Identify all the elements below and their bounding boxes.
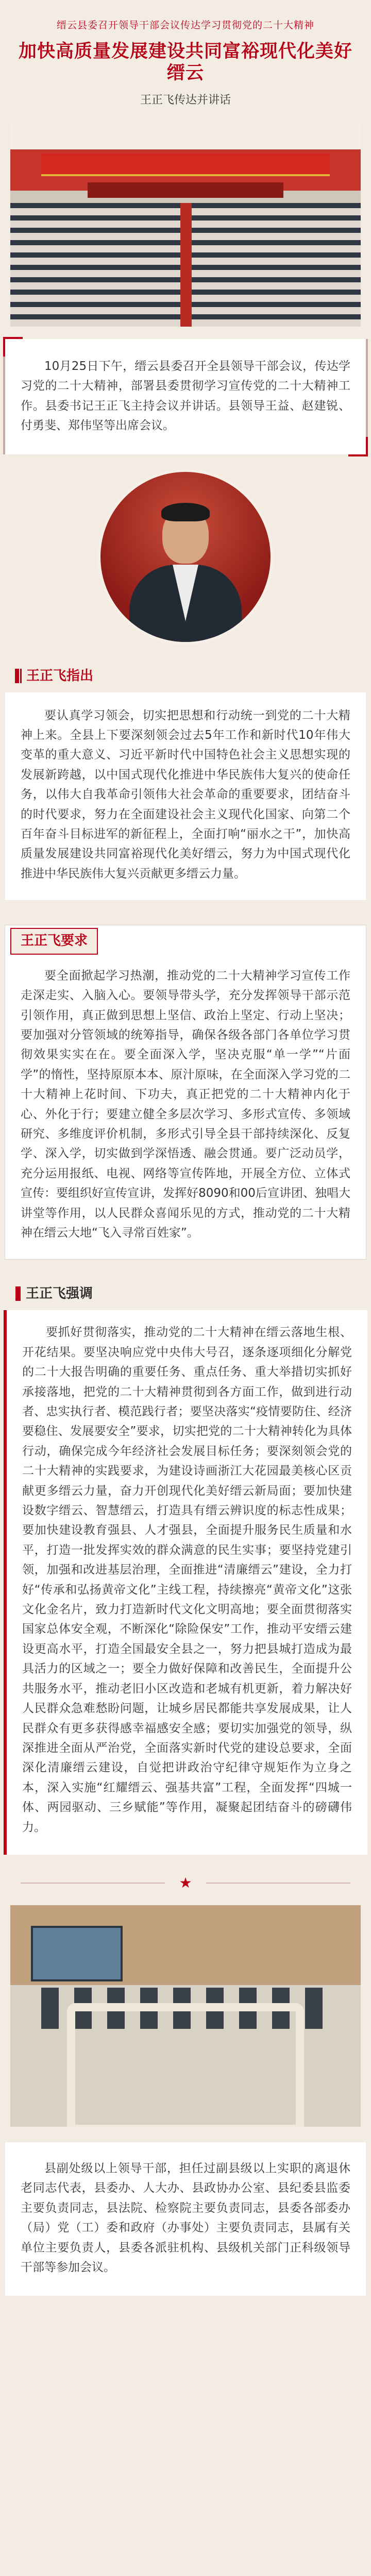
section-heading: 王正飞指出 [15, 667, 356, 685]
section-heading: 王正飞要求 [10, 928, 98, 954]
portrait-hair [161, 503, 210, 521]
rostrum-table [88, 182, 283, 198]
article-subtitle: 王正飞传达并讲话 [140, 94, 231, 107]
article-title: 加快高质量发展建设共同富裕现代化美好缙云 [18, 41, 352, 83]
section-paragraph: 要全面掀起学习热潮，推动党的二十大精神学习宣传工作走深走实、入脑入心。要领导带头学，充分发挥领导干部示范引领作用，真正做到思想上坚信、政治上坚定、行动上坚决；要加强对分管领域的统筹指导，确保各级各部门各单位学习贯彻效果实实在在。要全面深入学，坚决克服“单一学”“片面学”的惰性，坚持原原本本、原汁原味，在全面深入学习党的二十大精神上花时间、下功夫，真正把党的二十大精神内化于心、外化于行；要建立健全多层次学习、多形式宣传、多领域研究、多维度评价机制，多形式引导全县干部持续深化、反复学、深入学，切实做到学深悟透、融会贯通。要广泛动员学，充分运用报纸、电视、网络等宣传阵地，开展全方位、立体式宣传：要组织好宣传宣讲，发挥好8090和00后宣讲团、独唱大讲堂等作用，以人民群众喜闻乐见的方式，推动党的二十大精神在缙云大地“飞入寻常百姓家”。 [21, 969, 350, 1240]
section-heading: 王正飞强调 [15, 1284, 356, 1303]
wall-screen [31, 1926, 123, 1981]
intro-paragraph: 10月25日下午，缙云县委召开全县领导干部会议，传达学习党的二十大精神，部署县委贯彻学习宣传党的二十大精神工作。县委书记王正飞主持会议并讲话。县领导王益、赵建锐、付勇斐、郑伟坚等出席会议。 [21, 360, 350, 433]
audience-rows [10, 203, 361, 327]
section-pointed-out [0, 667, 371, 901]
closing-paragraph: 县副处级以上领导干部，担任过副县级以上实职的离退休老同志代表，县委办、人大办、县政协办公室、县纪委县监委主要负责同志，县法院、检察院主要负责同志，县委各部委办（局）党（工）委和政府（办事处）主要负责同志，县属有关单位主要负责人，县委各派驻机构、县级机关部门正科级领导干部等参加会议。 [21, 2161, 350, 2274]
article-eyebrow: 缙云县委召开领导干部会议传达学习贯彻党的二十大精神 [56, 20, 314, 31]
framed-section-box [5, 925, 366, 1260]
section-emphasis [0, 1284, 371, 1855]
meeting-hall-photo [10, 121, 361, 327]
section-paragraph: 要抓好贯彻落实，推动党的二十大精神在缙云落地生根、开花结果。要坚决响应党中央伟大号召，逐条逐项细化分解党的二十大报告明确的重要任务、重点任务、重大举措切实抓好承接落地，把党的二十大精神贯彻到各方面工作，做到进行动者、忠实执行者、模范践行者；要坚决落实“疫情要防住、经济要稳住、发展要安全”要求，切实把党的二十大精神转化为具体行动，确保完成今年经济社会发展目标任务；要深刻领会党的二十大精神的实践要求，为建设诗画浙江大花园最美核心区贡献更多缙云力量，奋力开创现代化美好缙云新局面；要加快建设数字缙云、智慧缙云，打造具有缙云辨识度的标志性成果；要加快建设教育强县、人才强县，全面提升服务民生质量和水平，打造一批发挥实效的群众满意的民生实事；要坚持党建引领，加强和改进基层治理，全面推进“清廉缙云”建设，全力打好“传承和弘扬黄帝文化”主线工程，持续擦亮“黄帝文化”这张文化金名片，致力打造新时代文化文明高地；要全面贯彻落实国家总体安全观，不断深化“除险保安”工作，推动平安缙云建设更高水平，打造全国最安全县之一，努力把县城打造成为最具活力的区域之一；要全力做好保障和改善民生，全面提升公共服务水平，推动老旧小区改造和老城有机更新，着力解决好人民群众急难愁盼问题，让城乡居民都能共享发展成果，让人民群众有更多获得感幸福感安全感；要切实加强党的领导，纵深推进全面从严治党，全面落实新时代党的建设总要求，全面深化清廉缙云建设，自觉把讲政治守纪律守规矩作为立身之本，深入实施“红耀缙云、强基共富”工程，全面发挥“四城一体、两园驱动、三乡赋能”等作用，凝聚起团结奋斗的磅礴伟力。 [22, 1326, 352, 1834]
intro-box [3, 339, 368, 454]
star-divider [21, 1875, 350, 1891]
divider-line-left [21, 1883, 165, 1884]
stage-banner [41, 154, 330, 176]
closing-box [5, 2142, 366, 2296]
section-paragraph: 要认真学习领会，切实把思想和行动统一到党的二十大精神上来。全县上下要深刻领会过去5年工作和新时代10年伟大变革的重大意义、习近平新时代中国特色社会主义思想实现的发展新跨越，以中国式现代化推进中华民族伟大复兴的使命任务，以伟大自我革命引领伟大社会革命的重要要求，团结奋斗的时代要求，努力在全面建设社会主义现代化国家、向第二个百年奋斗目标进军的新征程上，全面打响“丽水之干”，加快高质量发展建设共同富裕现代化美好缙云，努力为中国式现代化推进中华民族伟大复兴贡献更多缙云力量。 [21, 708, 350, 880]
section-body [4, 1310, 367, 1855]
star-icon: ★ [179, 1874, 192, 1891]
conference-table [67, 2003, 304, 2127]
section-body [5, 692, 366, 901]
speaker-portrait [100, 472, 271, 642]
framed-heading-wrap [21, 931, 350, 954]
article-header [0, 0, 371, 112]
section-requirements [0, 925, 371, 1260]
divider-line-right [206, 1883, 350, 1884]
conference-room-photo [10, 1905, 361, 2127]
